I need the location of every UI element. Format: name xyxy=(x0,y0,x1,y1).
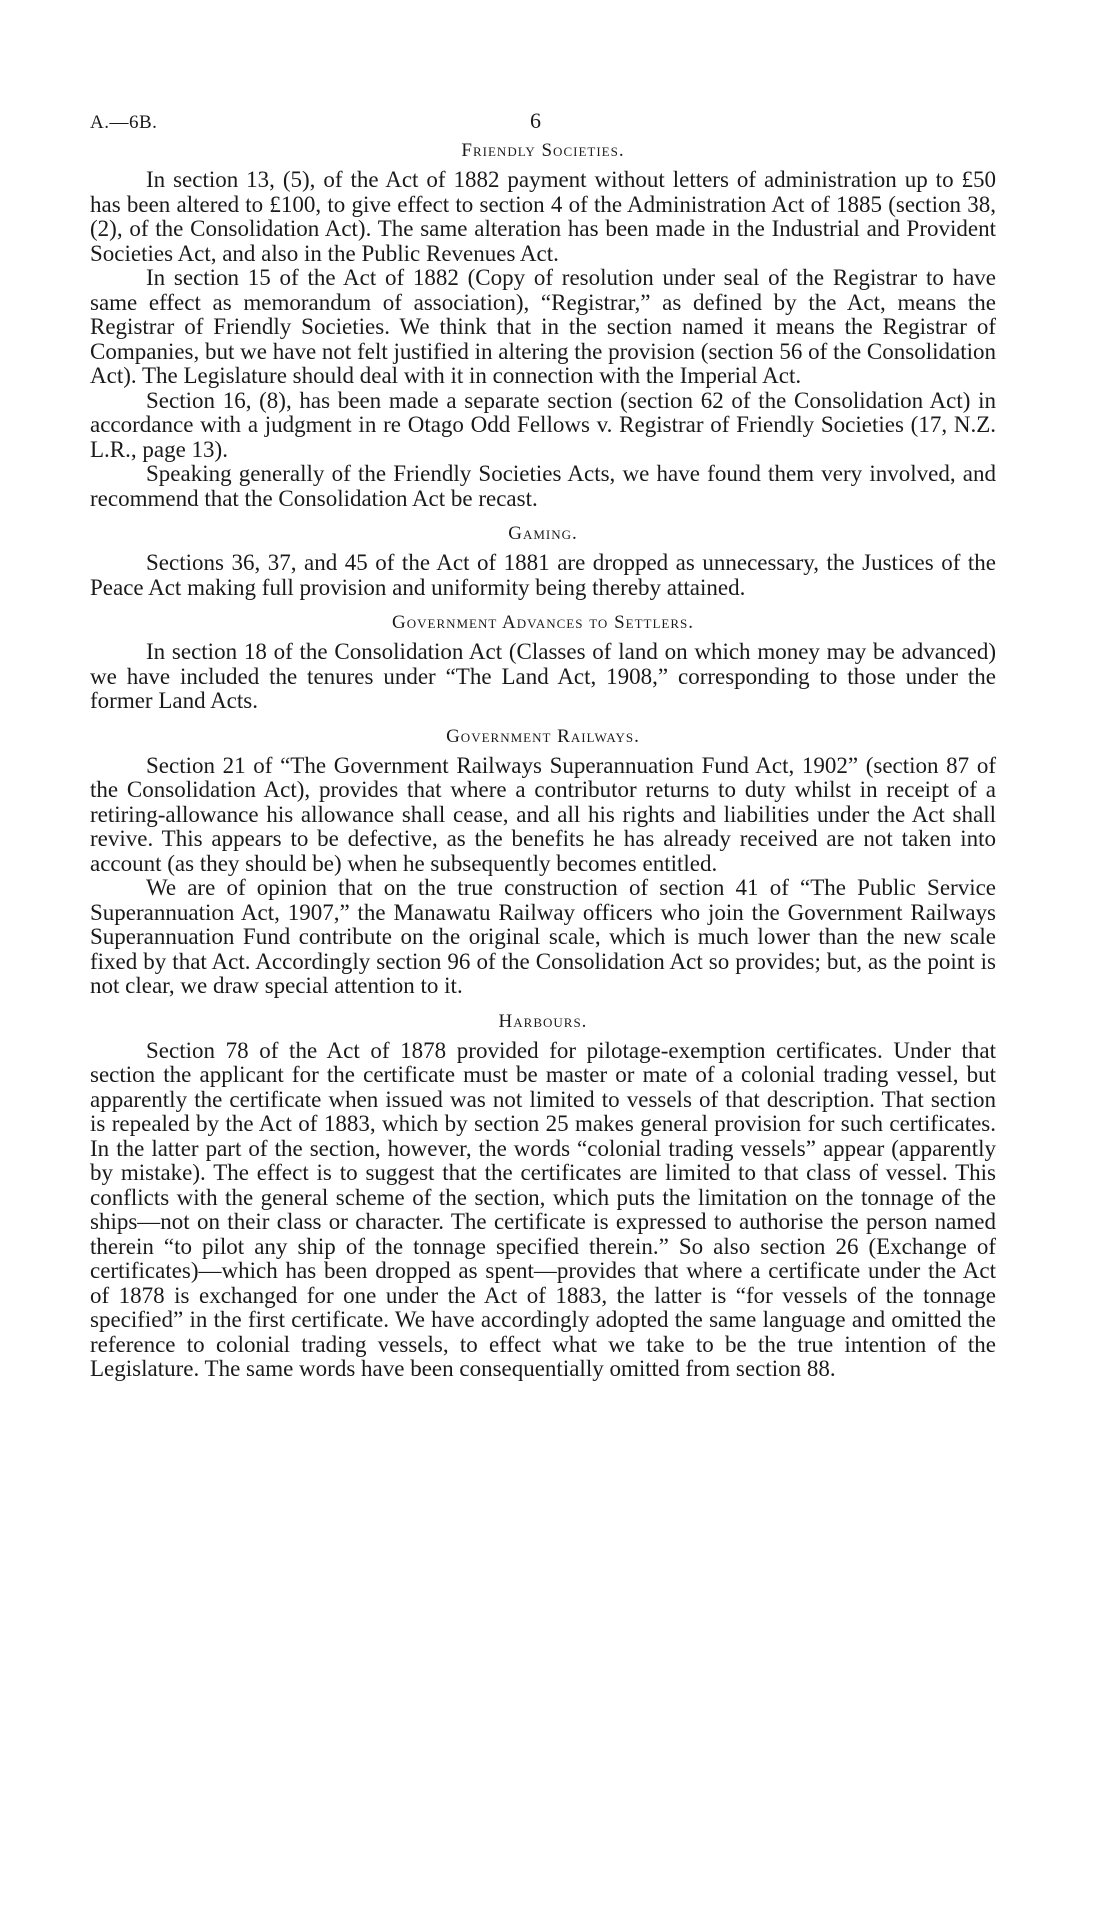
section-government-advances xyxy=(90,612,996,714)
running-header xyxy=(90,108,996,138)
section-heading: Government Advances to Settlers. xyxy=(392,612,694,633)
paragraph: Sections 36, 37, and 45 of the Act of 1881 are dropped as unnecessary, the Justices of the Peace Act making full provision and uniformity being thereby attained. xyxy=(90,550,996,600)
section-harbours xyxy=(90,1011,996,1382)
paragraph: In section 18 of the Consolidation Act (Classes of land on which money may be advanced) we have included the tenures under “The Land Act, 1908,” corresponding to those under the former Land Acts. xyxy=(90,639,996,713)
section-heading: Harbours. xyxy=(498,1010,588,1032)
paragraph: Speaking generally of the Friendly Societies Acts, we have found them very involved, and recommend that the Consolidation Act be recast. xyxy=(90,461,996,511)
section-gaming xyxy=(90,523,996,600)
paragraph: In section 13, (5), of the Act of 1882 payment without letters of administration up to £50 has been altered to £100, to give effect to section 4 of the Administration Act of 1885 (section 38, (2), of the Consolidation Act). The same alteration has been made in the Industrial and Provident Societies Act, and also in the Public Revenues Act. xyxy=(90,167,996,266)
paragraph: Section 78 of the Act of 1878 provided for pilotage-exemption certificates. Under that section the applicant for the certificate must be master or mate of a colonial trading vessel, but apparently the certificate when issued was not limited to vessels of that description. That section is repealed by the Act of 1883, which by section 25 makes general provision for such certificates. In the latter part of the section, however, the words “colonial trading vessels” appear (apparently by mistake). The effect is to suggest that the certificates are limited to that class of vessel. This conflicts with the general scheme of the section, which puts the limitation on the tonnage of the ships—not on their class or character. The certificate is expressed to authorise the person named therein “to pilot any ship of the tonnage specified therein.” So also section 26 (Exchange of certificates)—which has been dropped as spent—provides that where a certificate under the Act of 1878 is exchanged for one under the Act of 1883, the latter is “for vessels of the tonnage specified” in the first certificate. We have accordingly adopted the same language and omitted the reference to colonial trading vessels, to effect what we take to be the true intention of the Legislature. The same words have been consequentially omitted from section 88. xyxy=(90,1037,996,1381)
paragraph: Section 21 of “The Government Railways Superannuation Fund Act, 1902” (section 87 of the Consolidation Act), provides that where a contributor returns to duty whilst in receipt of a retiring-allowance his allowance shall cease, and all his rights and liabilities under the Act shall revive. This appears to be defective, as the benefits he has already received are not taken into account (as they should be) when he subsequently becomes entitled. xyxy=(90,752,996,876)
page-number: 6 xyxy=(530,108,541,133)
section-heading: Government Railways. xyxy=(446,725,640,747)
document-page xyxy=(90,108,996,1382)
section-government-railways xyxy=(90,726,996,999)
paragraph: In section 15 of the Act of 1882 (Copy of resolution under seal of the Registrar to have same effect as memorandum of association), “Registrar,” as defined by the Act, means the Registrar of Friendly Societies. We think that in the section named it means the Registrar of Companies, but we have not felt justified in altering the provision (section 56 of the Consolidation Act). The Legislature should deal with it in connection with the Imperial Act. xyxy=(90,265,996,388)
section-heading: Gaming. xyxy=(508,523,578,544)
paragraph: We are of opinion that on the true construction of section 41 of “The Public Service Superannuation Act, 1907,” the Manawatu Railway officers who join the Government Railways Superannuation Fund contribute on the original scale, which is much lower than the new scale fixed by that Act. Accordingly section 96 of the Consolidation Act so provides; but, as the point is not clear, we draw special attention to it. xyxy=(90,875,996,998)
document-reference: A.—6B. xyxy=(90,112,158,133)
section-friendly-societies xyxy=(90,140,996,511)
section-heading: Friendly Societies. xyxy=(461,140,625,161)
paragraph: Section 16, (8), has been made a separate section (section 62 of the Consolidation Act) in accordance with a judgment in re Otago Odd Fellows v. Registrar of Friendly Societies (17, N.Z. L.R., page 13). xyxy=(90,387,996,462)
